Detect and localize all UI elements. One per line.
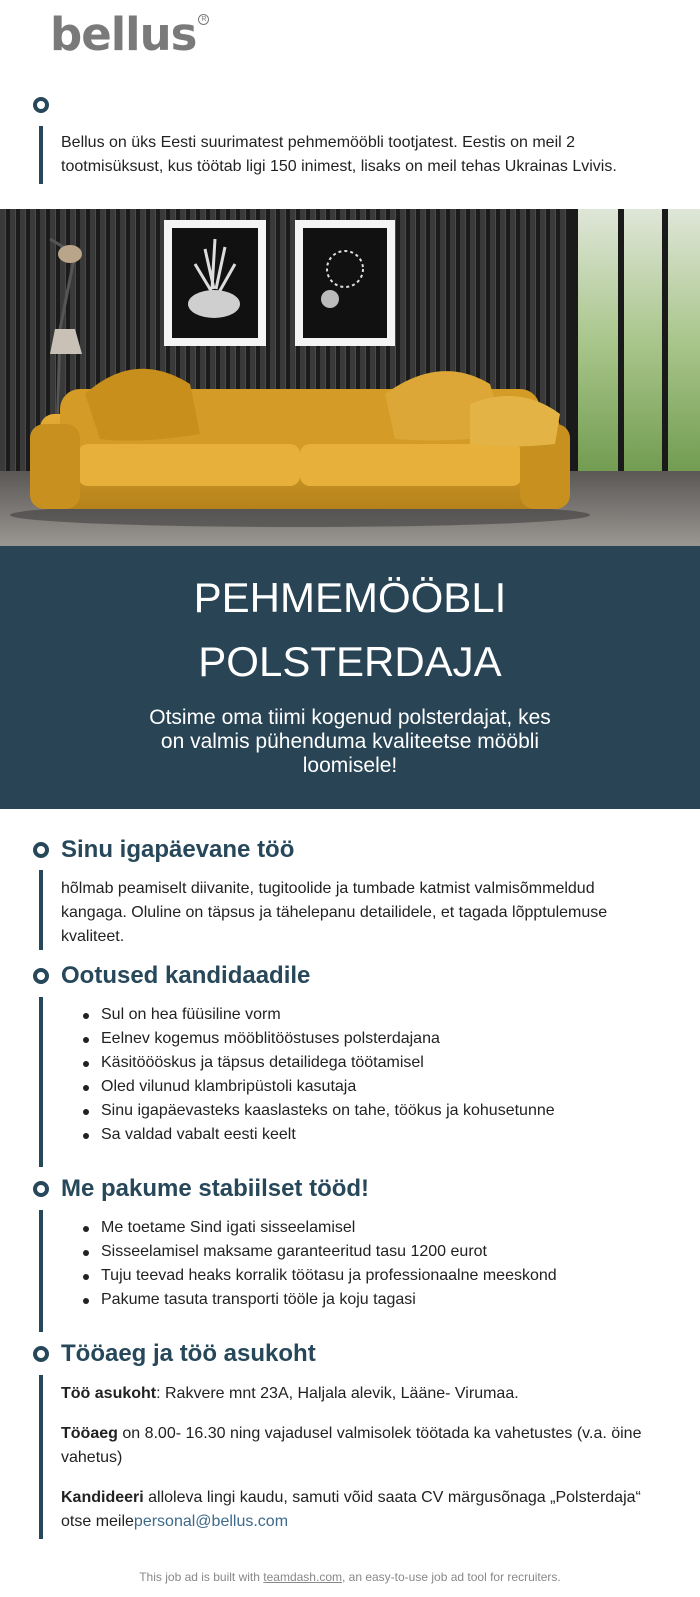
apply-label: Kandideeri (61, 1489, 144, 1506)
hero-sofa-image (0, 209, 700, 546)
section-bullet-icon (33, 97, 49, 113)
section-rule (39, 126, 43, 184)
job-title-line2: POLSTERDAJA (198, 638, 502, 685)
list-item: Käsitöööskus ja täpsus detailidega töötamisel (61, 1051, 661, 1075)
section-title-daily: Sinu igapäevane töö (61, 836, 295, 863)
company-intro: Bellus on üks Eesti suurimatest pehmemööbli tootjatest. Eestis on meil 2 tootmisüksust, kus töötab ligi 150 inimest, lisaks on meil tehas Ukrainas Lvivis. (61, 134, 617, 175)
section-title-location: Tööaeg ja töö asukoht (61, 1340, 316, 1367)
time-label: Tööaeg (61, 1425, 118, 1442)
section-rule (39, 870, 43, 950)
bellus-logo[interactable] (50, 10, 209, 60)
list-item: Me toetame Sind igati sisseelamisel (61, 1216, 661, 1240)
logo-text: bellus (50, 8, 197, 61)
location-label: Töö asukoht (61, 1385, 157, 1402)
location-value: : Rakvere mnt 23A, Haljala alevik, Lääne- Virumaa. (156, 1385, 519, 1402)
job-subtitle: Otsime oma tiimi kogenud polsterdajat, kes on valmis pühenduma kvaliteetse mööbli loomisele! (149, 706, 551, 777)
email-link[interactable]: personal@bellus.com (133, 1513, 289, 1530)
section-bullet-icon (33, 1346, 49, 1362)
list-item: Sa valdad vabalt eesti keelt (61, 1123, 661, 1147)
list-item: Tuju teevad heaks korralik töötasu ja professionaalne meeskond (61, 1264, 661, 1288)
section-rule (39, 1375, 43, 1539)
offer-list (61, 1216, 661, 1312)
list-item: Sisseelamisel maksame garanteeritud tasu 1200 eurot (61, 1240, 661, 1264)
section-rule (39, 1210, 43, 1332)
list-item: Oled vilunud klambripüstoli kasutaja (61, 1075, 661, 1099)
work-time (61, 1422, 661, 1470)
list-item: Eelnev kogemus mööblitööstuses polsterdajana (61, 1027, 661, 1051)
teamdash-link[interactable]: teamdash.com (263, 1570, 342, 1584)
section-bullet-icon (33, 842, 49, 858)
work-location (61, 1382, 661, 1406)
job-title (0, 546, 700, 694)
footer (0, 1570, 700, 1584)
apply-value: alloleva lingi kaudu, samuti võid saata CV märgusõnaga „Polsterdaja“ otse meile (61, 1489, 641, 1530)
expectations-list (61, 1003, 661, 1147)
list-item: Pakume tasuta transporti tööle ja koju tagasi (61, 1288, 661, 1312)
daily-description: hõlmab peamiselt diivanite, tugitoolide ja tumbade katmist valmisõmmeldud kangaga. Oluline on täpsus ja tähelepanu detailidele, et tagada lõpptulemuse kvaliteet. (61, 880, 608, 945)
living-room-illustration (0, 209, 700, 546)
section-bullet-icon (33, 1181, 49, 1197)
list-item: Sul on hea füüsiline vorm (61, 1003, 661, 1027)
job-title-banner (0, 546, 700, 809)
footer-prefix: This job ad is built with (139, 1570, 264, 1584)
job-title-line1: PEHMEMÖÖBLI (193, 574, 507, 621)
footer-suffix: , an easy-to-use job ad tool for recruiters. (341, 1570, 561, 1584)
registered-mark-icon: R (198, 14, 209, 25)
apply-instructions (61, 1486, 661, 1534)
section-title-offer: Me pakume stabiilset tööd! (61, 1175, 370, 1202)
time-value: on 8.00- 16.30 ning vajadusel valmisolek töötada ka vahetustes (v.a. öine vahetus) (61, 1425, 642, 1466)
section-bullet-icon (33, 968, 49, 984)
section-rule (39, 997, 43, 1167)
list-item: Sinu igapäevasteks kaaslasteks on tahe, töökus ja kohusetunne (61, 1099, 661, 1123)
section-title-expectations: Ootused kandidaadile (61, 962, 311, 989)
